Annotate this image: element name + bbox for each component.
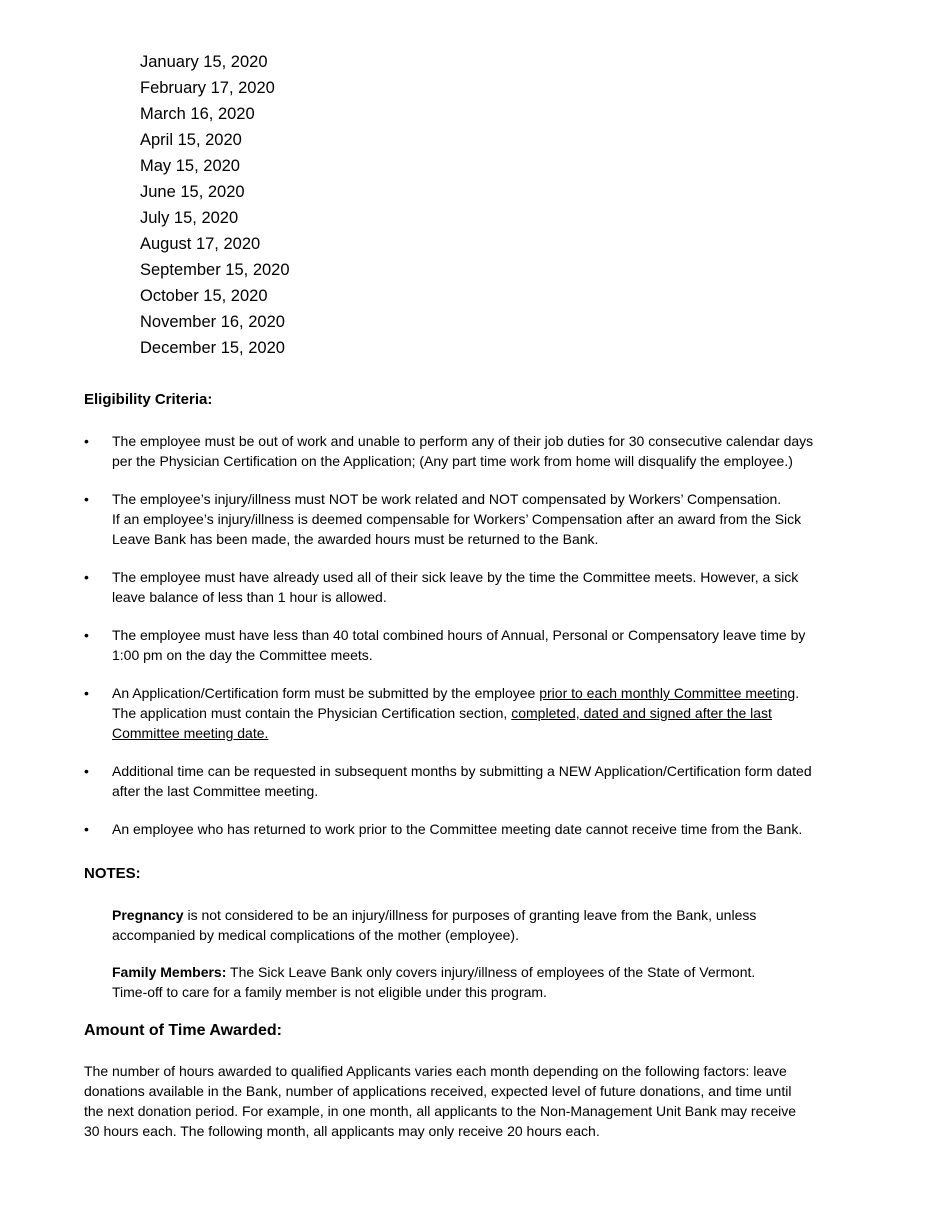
underlined-text: completed, dated and signed after the last: [511, 705, 772, 721]
underlined-text: prior to each monthly Committee meeting: [539, 685, 796, 701]
bullet-text: Additional time can be requested in subsequent months by submitting a NEW Application/Certification form dated after the last Committee meeting.: [112, 763, 812, 799]
meeting-date: August 17, 2020: [140, 235, 261, 253]
eligibility-heading: Eligibility Criteria:: [84, 391, 213, 408]
bullet-text: The employee must have already used all of their sick leave by the time the Committee meets. However, a sick leave balance of less than 1 hour is allowed.: [112, 569, 799, 605]
bullet-text: The employee must be out of work and unable to perform any of their job duties for 30 consecutive calendar days per the Physician Certification on the Application; (Any part time work from home will disqualify the employee.): [112, 433, 814, 469]
bullet-text: The employee’s injury/illness must NOT be work related and NOT compensated by Workers’ Compensation. If an employee’s injury/illness is deemed compensable for Workers’ Compensation after an award from the Sick Leave Bank has been made, the awarded hours must be returned to the Bank.: [112, 491, 802, 547]
note-pregnancy: Pregnancy is not considered to be an injury/illness for purposes of granting leave from the Bank, unless accompanied by medical complications of the mother (employee).: [112, 907, 757, 943]
bullet-icon: •: [84, 821, 89, 837]
amount-heading: Amount of Time Awarded:: [84, 1022, 282, 1039]
meeting-date: November 16, 2020: [140, 313, 285, 331]
bullet-icon: •: [84, 491, 89, 507]
meeting-date: April 15, 2020: [140, 131, 242, 149]
meeting-date: March 16, 2020: [140, 105, 255, 123]
meeting-date: June 15, 2020: [140, 183, 245, 201]
bullet-icon: •: [84, 763, 89, 779]
bullet-text: An Application/Certification form must be submitted by the employee prior to each monthly Committee meeting. The application must contain the Physician Certification section, completed, dated and signed after the last Committee meeting date.: [112, 683, 882, 743]
bullet-icon: •: [84, 685, 89, 701]
underlined-text: Committee meeting date.: [112, 725, 269, 741]
note-label: Family Members:: [112, 964, 227, 980]
bullet-icon: •: [84, 569, 89, 585]
amount-paragraph: The number of hours awarded to qualified Applicants varies each month depending on the following factors: leave donations available in the Bank, number of applications received, expected level of future donations, and time until the next donation period. For example, in one month, all applicants to the Non-Management Unit Bank may receive 30 hours each. The following month, all applicants may only receive 20 hours each.: [84, 1063, 797, 1139]
meeting-date: May 15, 2020: [140, 157, 240, 175]
meeting-date: July 15, 2020: [140, 209, 239, 227]
meeting-date: January 15, 2020: [140, 53, 268, 71]
meeting-date: February 17, 2020: [140, 79, 275, 97]
meeting-date: December 15, 2020: [140, 339, 285, 357]
bullet-icon: •: [84, 433, 89, 449]
meeting-dates-list: [140, 49, 290, 361]
note-label: Pregnancy: [112, 907, 184, 923]
meeting-date: September 15, 2020: [140, 261, 290, 279]
notes-heading: NOTES:: [84, 865, 141, 882]
bullet-icon: •: [84, 627, 89, 643]
note-family-members: Family Members: The Sick Leave Bank only covers injury/illness of employees of the State of Vermont. Time-off to care for a family member is not eligible under this program.: [112, 964, 756, 1000]
bullet-text: An employee who has returned to work prior to the Committee meeting date cannot receive time from the Bank.: [112, 821, 803, 837]
meeting-date: October 15, 2020: [140, 287, 268, 305]
bullet-text: The employee must have less than 40 total combined hours of Annual, Personal or Compensatory leave time by 1:00 pm on the day the Committee meets.: [112, 627, 806, 663]
